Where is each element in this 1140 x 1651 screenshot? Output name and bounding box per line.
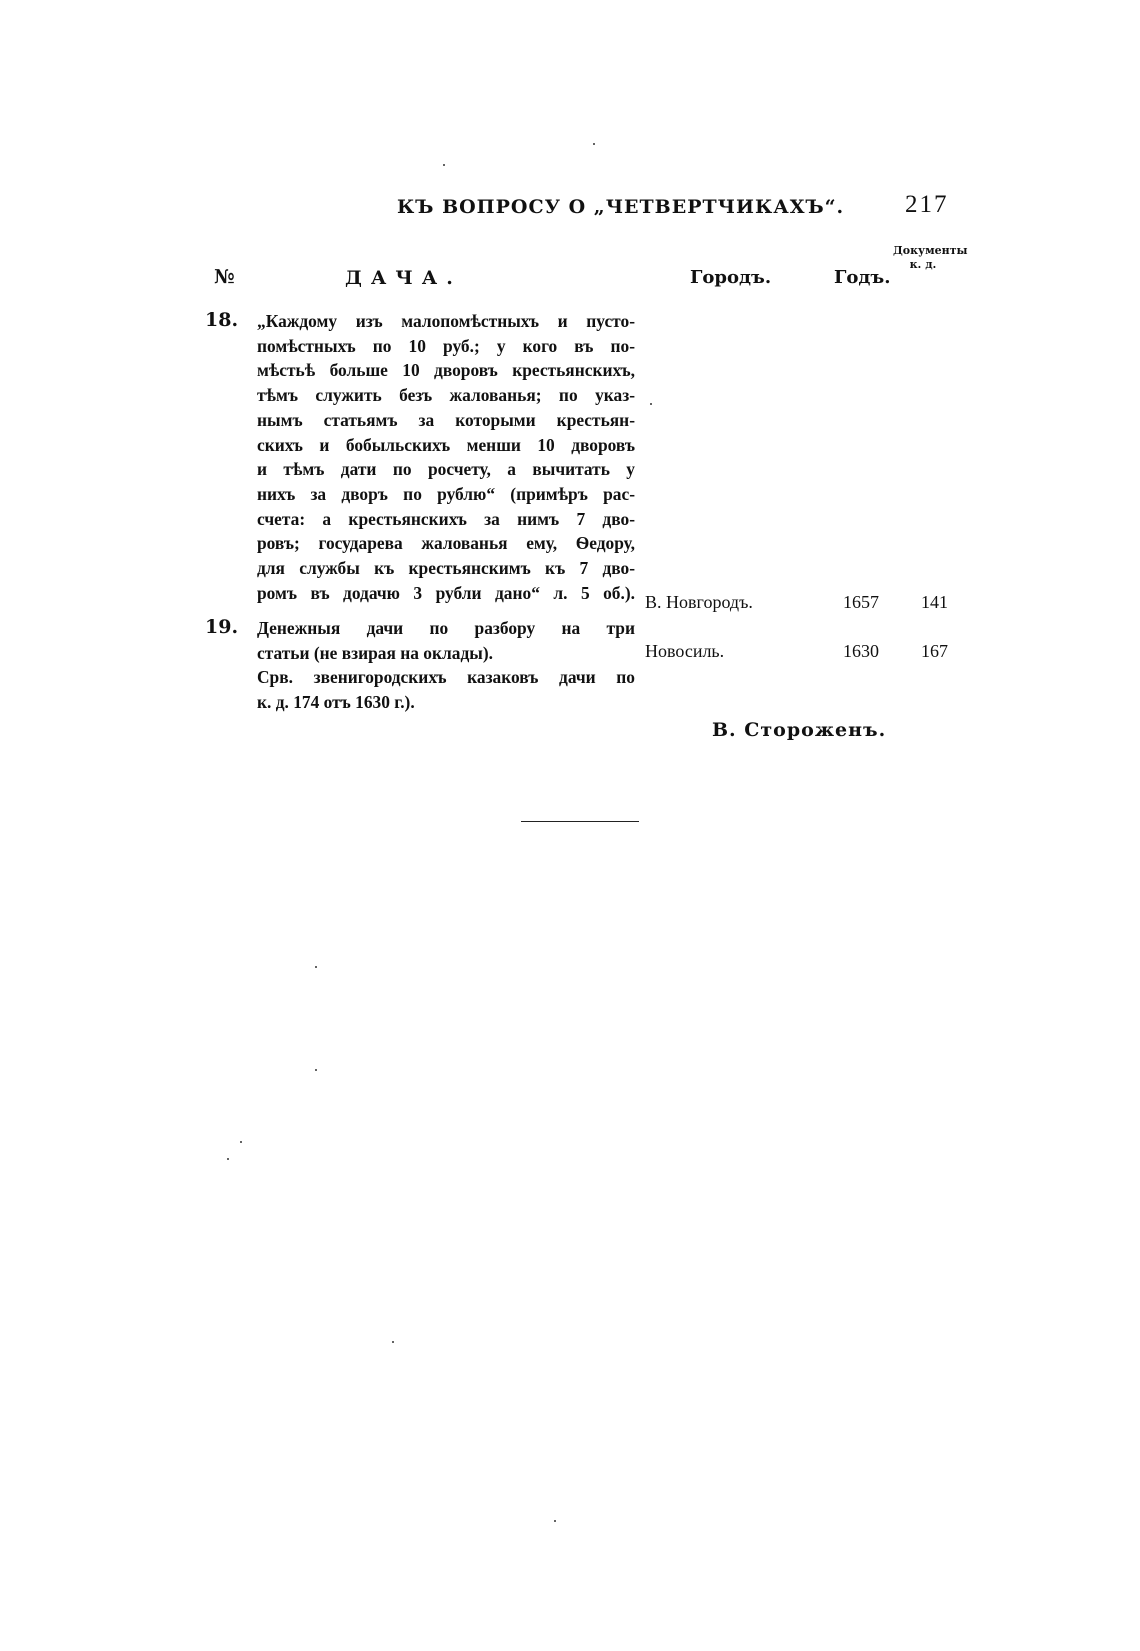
entry-documents: 141	[921, 592, 948, 612]
entry-text-line: скихъ и бобыльскихъ менши 10 дворовъ	[257, 434, 635, 455]
entry-year: 1657	[843, 592, 879, 612]
entry-documents: 167	[921, 641, 948, 661]
entry-text-line: „Каждому изъ малопомѣстныхъ и пусто-	[257, 311, 635, 331]
entry-text-line: нихъ за дворъ по рублю“ (примѣръ рас-	[257, 483, 635, 504]
column-header-city: Городъ.	[690, 267, 772, 288]
entry-text-line: Денежныя дачи по разбору на три	[257, 618, 635, 638]
scan-speck	[315, 1069, 317, 1071]
column-header-year: Годъ.	[834, 267, 891, 288]
entry-city: В. Новгородъ.	[645, 592, 753, 612]
entry-number: 19.	[205, 616, 239, 638]
column-header-number: №	[214, 266, 235, 288]
entry-text-line: статьи (не взирая на оклады).	[257, 642, 493, 663]
entry-number: 18.	[205, 309, 239, 331]
entry-text-line: помѣстныхъ по 10 руб.; у кого въ по-	[257, 335, 635, 356]
scan-speck	[315, 966, 317, 968]
entry-text-line: для службы къ крестьянскимъ къ 7 дво-	[257, 558, 635, 579]
entry-year: 1630	[843, 641, 879, 661]
author-signature: В. Стороженъ.	[712, 719, 887, 741]
scan-speck	[443, 164, 445, 166]
scan-speck	[392, 1341, 394, 1343]
entry-text-line: мѣстьѣ больше 10 дворовъ крестьянскихъ,	[257, 360, 635, 381]
entry-text-line: Срв. звенигородскихъ казаковъ дачи по	[257, 667, 635, 688]
scan-speck	[650, 403, 652, 405]
entry-text	[257, 309, 635, 605]
entry-text-line: и тѣмъ дати по росчету, а вычитать у	[257, 459, 635, 480]
scan-speck	[240, 1141, 242, 1143]
scan-speck	[227, 1158, 229, 1160]
entry-text-line: ромъ въ додачю 3 рубли дано“ л. 5 об.).	[257, 582, 635, 603]
column-header-dacha: ДАЧА.	[345, 267, 462, 289]
page-number: 217	[905, 191, 949, 218]
entry-text-line: тѣмъ служить безъ жалованья; по указ-	[257, 385, 635, 406]
entry-text-line: ровъ; государева жалованья ему, Ѳедору,	[257, 533, 635, 554]
section-divider	[521, 821, 639, 822]
entry-text	[257, 616, 635, 715]
entry-text-line: нымъ статьямъ за которыми крестьян-	[257, 409, 635, 430]
scan-speck	[554, 1520, 556, 1522]
entry-text-line: счета: а крестьянскихъ за нимъ 7 дво-	[257, 508, 635, 529]
column-header-documents: Документы к. д.	[893, 244, 968, 271]
running-title: КЪ ВОПРОСУ О „ЧЕТВЕРТЧИКАХЪ“.	[397, 196, 845, 218]
entry-city: Новосиль.	[645, 641, 725, 661]
entry-text-line: к. д. 174 отъ 1630 г.).	[257, 692, 415, 713]
scan-speck	[593, 143, 595, 145]
